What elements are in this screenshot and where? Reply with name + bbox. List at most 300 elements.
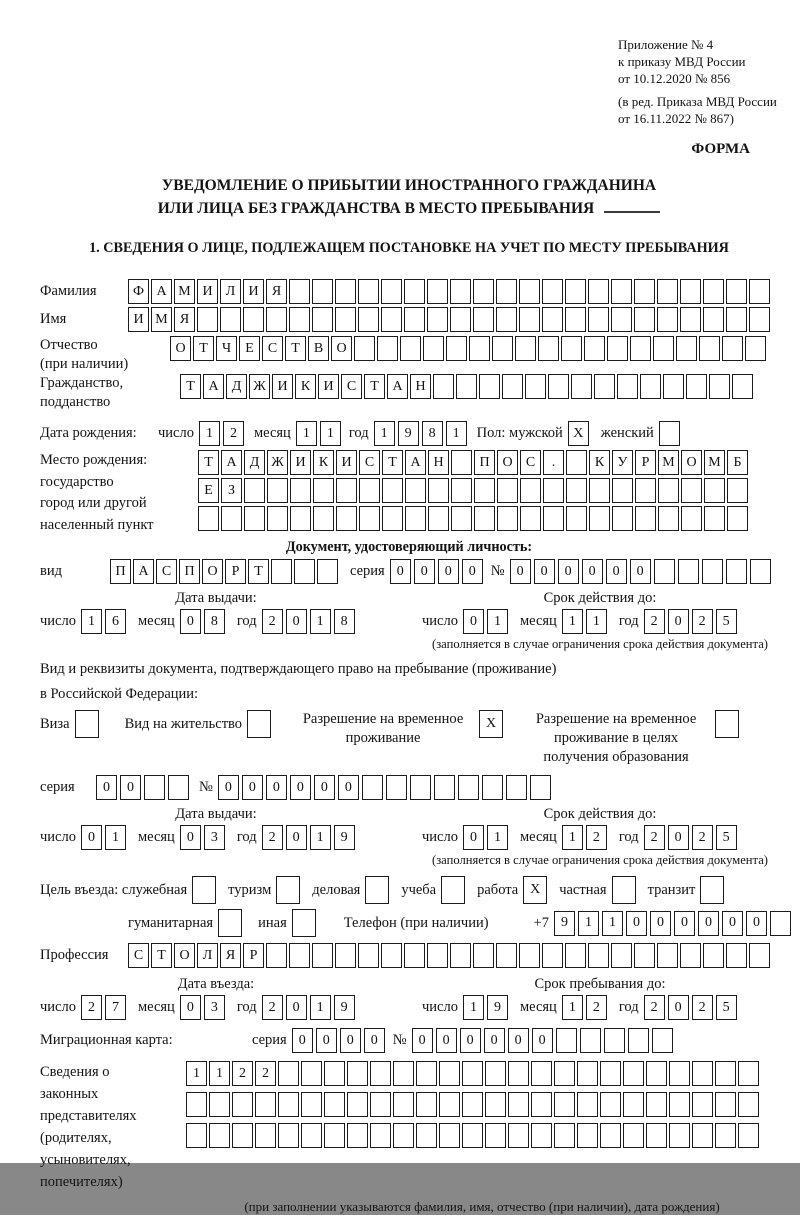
char-box[interactable]: 8 [334, 609, 355, 634]
char-box[interactable]: У [612, 450, 633, 475]
char-box[interactable]: Т [382, 450, 403, 475]
char-box[interactable] [312, 279, 333, 304]
char-box[interactable]: Я [266, 279, 287, 304]
char-box[interactable]: Т [193, 336, 214, 361]
char-box[interactable]: Л [220, 279, 241, 304]
char-box[interactable]: 0 [698, 911, 719, 936]
char-box[interactable] [686, 374, 707, 399]
char-box[interactable] [381, 307, 402, 332]
char-box[interactable] [289, 279, 310, 304]
char-box[interactable]: 0 [96, 775, 117, 800]
char-box[interactable]: 0 [626, 911, 647, 936]
char-box[interactable]: 2 [692, 995, 713, 1020]
char-box[interactable]: 1 [446, 421, 467, 446]
char-box[interactable] [267, 478, 288, 503]
char-box[interactable]: Р [225, 559, 246, 584]
char-box[interactable]: 1 [81, 609, 102, 634]
char-box[interactable] [678, 559, 699, 584]
char-box[interactable] [450, 943, 471, 968]
char-box[interactable] [727, 478, 748, 503]
char-box[interactable]: 0 [668, 825, 689, 850]
char-box[interactable]: Я [174, 307, 195, 332]
char-box[interactable]: 2 [644, 825, 665, 850]
char-box[interactable]: 0 [242, 775, 263, 800]
char-box[interactable] [197, 307, 218, 332]
char-box[interactable] [244, 506, 265, 531]
char-box[interactable] [266, 943, 287, 968]
char-box[interactable]: 5 [716, 825, 737, 850]
char-box[interactable] [623, 1123, 644, 1148]
char-box[interactable]: 1 [296, 421, 317, 446]
char-box[interactable] [405, 506, 426, 531]
char-box[interactable] [628, 1028, 649, 1053]
char-box[interactable] [473, 943, 494, 968]
char-box[interactable]: 0 [314, 775, 335, 800]
char-box[interactable]: 0 [81, 825, 102, 850]
char-box[interactable]: 1 [310, 825, 331, 850]
char-box[interactable] [542, 279, 563, 304]
char-box[interactable] [276, 876, 300, 904]
char-box[interactable]: 1 [562, 609, 583, 634]
char-box[interactable] [520, 478, 541, 503]
char-box[interactable]: 1 [487, 609, 508, 634]
char-box[interactable]: Л [197, 943, 218, 968]
char-box[interactable]: 0 [390, 559, 411, 584]
char-box[interactable] [588, 279, 609, 304]
char-box[interactable]: Т [198, 450, 219, 475]
char-box[interactable] [538, 336, 559, 361]
char-box[interactable]: X [568, 421, 589, 446]
char-box[interactable] [462, 1061, 483, 1086]
char-box[interactable]: 0 [290, 775, 311, 800]
char-box[interactable]: П [110, 559, 131, 584]
char-box[interactable]: Т [285, 336, 306, 361]
char-box[interactable]: А [133, 559, 154, 584]
char-box[interactable] [600, 1092, 621, 1117]
char-box[interactable] [663, 374, 684, 399]
char-box[interactable] [358, 307, 379, 332]
char-box[interactable]: О [681, 450, 702, 475]
char-box[interactable] [508, 1092, 529, 1117]
char-box[interactable] [566, 450, 587, 475]
char-box[interactable]: С [156, 559, 177, 584]
char-box[interactable] [381, 943, 402, 968]
char-box[interactable]: Е [239, 336, 260, 361]
char-box[interactable] [301, 1061, 322, 1086]
char-box[interactable] [681, 506, 702, 531]
char-box[interactable] [611, 943, 632, 968]
char-box[interactable]: 1 [487, 825, 508, 850]
char-box[interactable] [324, 1061, 345, 1086]
char-box[interactable] [692, 1061, 713, 1086]
char-box[interactable] [519, 307, 540, 332]
char-box[interactable] [604, 1028, 625, 1053]
char-box[interactable] [749, 943, 770, 968]
char-box[interactable] [577, 1123, 598, 1148]
char-box[interactable] [473, 279, 494, 304]
char-box[interactable] [336, 506, 357, 531]
char-box[interactable] [519, 943, 540, 968]
char-box[interactable] [404, 943, 425, 968]
char-box[interactable]: 9 [334, 825, 355, 850]
char-box[interactable]: 0 [674, 911, 695, 936]
char-box[interactable] [659, 421, 680, 446]
char-box[interactable] [709, 374, 730, 399]
char-box[interactable] [738, 1061, 759, 1086]
char-box[interactable] [657, 279, 678, 304]
char-box[interactable]: 0 [668, 995, 689, 1020]
char-box[interactable] [669, 1092, 690, 1117]
char-box[interactable] [577, 1092, 598, 1117]
char-box[interactable] [543, 506, 564, 531]
char-box[interactable]: 6 [105, 609, 126, 634]
char-box[interactable] [680, 943, 701, 968]
char-box[interactable] [612, 478, 633, 503]
char-box[interactable]: 9 [487, 995, 508, 1020]
char-box[interactable]: 0 [668, 609, 689, 634]
char-box[interactable]: 8 [204, 609, 225, 634]
char-box[interactable]: Д [226, 374, 247, 399]
char-box[interactable] [571, 374, 592, 399]
char-box[interactable] [612, 506, 633, 531]
char-box[interactable] [232, 1092, 253, 1117]
char-box[interactable]: . [543, 450, 564, 475]
char-box[interactable] [485, 1092, 506, 1117]
char-box[interactable]: Б [727, 450, 748, 475]
char-box[interactable]: 0 [414, 559, 435, 584]
char-box[interactable]: З [221, 478, 242, 503]
char-box[interactable] [496, 307, 517, 332]
char-box[interactable]: В [308, 336, 329, 361]
char-box[interactable] [542, 307, 563, 332]
char-box[interactable] [324, 1123, 345, 1148]
char-box[interactable]: 1 [578, 911, 599, 936]
char-box[interactable] [462, 1123, 483, 1148]
char-box[interactable]: А [221, 450, 242, 475]
char-box[interactable] [462, 1092, 483, 1117]
char-box[interactable] [365, 876, 389, 904]
char-box[interactable] [722, 336, 743, 361]
char-box[interactable] [702, 559, 723, 584]
char-box[interactable] [703, 279, 724, 304]
char-box[interactable] [658, 506, 679, 531]
char-box[interactable] [669, 1061, 690, 1086]
char-box[interactable] [209, 1123, 230, 1148]
char-box[interactable] [658, 478, 679, 503]
char-box[interactable]: 5 [716, 995, 737, 1020]
char-box[interactable] [218, 909, 242, 937]
char-box[interactable] [290, 478, 311, 503]
char-box[interactable] [278, 1123, 299, 1148]
char-box[interactable] [635, 478, 656, 503]
char-box[interactable]: И [318, 374, 339, 399]
char-box[interactable] [727, 506, 748, 531]
char-box[interactable] [416, 1092, 437, 1117]
char-box[interactable]: 0 [558, 559, 579, 584]
char-box[interactable] [676, 336, 697, 361]
char-box[interactable] [508, 1123, 529, 1148]
char-box[interactable]: 0 [364, 1028, 385, 1053]
char-box[interactable] [168, 775, 189, 800]
char-box[interactable] [404, 307, 425, 332]
char-box[interactable] [497, 478, 518, 503]
char-box[interactable] [554, 1123, 575, 1148]
char-box[interactable] [600, 1123, 621, 1148]
char-box[interactable] [358, 279, 379, 304]
char-box[interactable] [428, 478, 449, 503]
char-box[interactable] [382, 506, 403, 531]
char-box[interactable] [289, 943, 310, 968]
char-box[interactable]: К [589, 450, 610, 475]
char-box[interactable] [496, 943, 517, 968]
char-box[interactable] [657, 307, 678, 332]
char-box[interactable]: 0 [286, 995, 307, 1020]
char-box[interactable] [386, 775, 407, 800]
char-box[interactable] [347, 1092, 368, 1117]
char-box[interactable] [646, 1092, 667, 1117]
char-box[interactable] [232, 1123, 253, 1148]
char-box[interactable] [313, 478, 334, 503]
char-box[interactable] [589, 506, 610, 531]
char-box[interactable] [451, 478, 472, 503]
char-box[interactable]: 2 [692, 825, 713, 850]
char-box[interactable]: 0 [286, 825, 307, 850]
char-box[interactable]: Р [243, 943, 264, 968]
char-box[interactable]: 0 [606, 559, 627, 584]
char-box[interactable]: П [179, 559, 200, 584]
char-box[interactable]: М [151, 307, 172, 332]
char-box[interactable]: Т [364, 374, 385, 399]
char-box[interactable] [554, 1092, 575, 1117]
char-box[interactable]: 0 [534, 559, 555, 584]
char-box[interactable] [657, 943, 678, 968]
char-box[interactable] [520, 506, 541, 531]
char-box[interactable] [358, 943, 379, 968]
char-box[interactable] [405, 478, 426, 503]
char-box[interactable]: И [128, 307, 149, 332]
char-box[interactable]: 2 [586, 825, 607, 850]
char-box[interactable]: П [474, 450, 495, 475]
char-box[interactable] [359, 506, 380, 531]
char-box[interactable] [497, 506, 518, 531]
char-box[interactable] [699, 336, 720, 361]
char-box[interactable] [433, 374, 454, 399]
char-box[interactable] [738, 1092, 759, 1117]
char-box[interactable] [313, 506, 334, 531]
char-box[interactable] [750, 559, 771, 584]
char-box[interactable]: 0 [510, 559, 531, 584]
char-box[interactable] [530, 775, 551, 800]
char-box[interactable]: 0 [340, 1028, 361, 1053]
char-box[interactable] [726, 279, 747, 304]
char-box[interactable]: 0 [180, 609, 201, 634]
char-box[interactable] [525, 374, 546, 399]
char-box[interactable]: 3 [204, 995, 225, 1020]
char-box[interactable] [469, 336, 490, 361]
char-box[interactable] [294, 559, 315, 584]
char-box[interactable] [726, 307, 747, 332]
char-box[interactable] [485, 1123, 506, 1148]
char-box[interactable]: 0 [484, 1028, 505, 1053]
char-box[interactable]: 1 [562, 995, 583, 1020]
char-box[interactable] [653, 336, 674, 361]
char-box[interactable] [630, 336, 651, 361]
char-box[interactable] [634, 279, 655, 304]
char-box[interactable] [715, 710, 739, 738]
char-box[interactable] [588, 307, 609, 332]
char-box[interactable] [428, 506, 449, 531]
char-box[interactable]: 5 [716, 609, 737, 634]
char-box[interactable] [474, 506, 495, 531]
char-box[interactable]: 2 [262, 609, 283, 634]
char-box[interactable] [692, 1123, 713, 1148]
char-box[interactable]: 2 [223, 421, 244, 446]
char-box[interactable] [654, 559, 675, 584]
char-box[interactable]: Я [220, 943, 241, 968]
char-box[interactable] [770, 911, 791, 936]
char-box[interactable] [427, 943, 448, 968]
char-box[interactable] [209, 1092, 230, 1117]
char-box[interactable]: Р [635, 450, 656, 475]
char-box[interactable]: 1 [586, 609, 607, 634]
char-box[interactable] [600, 1061, 621, 1086]
char-box[interactable]: 1 [310, 609, 331, 634]
char-box[interactable] [502, 374, 523, 399]
char-box[interactable] [192, 876, 216, 904]
char-box[interactable] [451, 450, 472, 475]
char-box[interactable] [458, 775, 479, 800]
char-box[interactable] [479, 374, 500, 399]
char-box[interactable] [456, 374, 477, 399]
char-box[interactable] [508, 1061, 529, 1086]
char-box[interactable]: 0 [338, 775, 359, 800]
char-box[interactable]: 0 [120, 775, 141, 800]
char-box[interactable] [416, 1061, 437, 1086]
char-box[interactable]: 0 [412, 1028, 433, 1053]
char-box[interactable]: 0 [462, 559, 483, 584]
char-box[interactable] [362, 775, 383, 800]
char-box[interactable] [726, 559, 747, 584]
char-box[interactable] [382, 478, 403, 503]
char-box[interactable]: И [243, 279, 264, 304]
char-box[interactable] [485, 1061, 506, 1086]
char-box[interactable] [634, 943, 655, 968]
char-box[interactable] [301, 1092, 322, 1117]
char-box[interactable] [496, 279, 517, 304]
char-box[interactable]: 0 [463, 609, 484, 634]
char-box[interactable] [646, 1123, 667, 1148]
char-box[interactable]: И [197, 279, 218, 304]
char-box[interactable]: 1 [562, 825, 583, 850]
char-box[interactable] [584, 336, 605, 361]
char-box[interactable]: 0 [650, 911, 671, 936]
char-box[interactable]: А [387, 374, 408, 399]
char-box[interactable] [255, 1092, 276, 1117]
char-box[interactable] [289, 307, 310, 332]
char-box[interactable]: 8 [422, 421, 443, 446]
char-box[interactable]: 1 [602, 911, 623, 936]
char-box[interactable]: 0 [316, 1028, 337, 1053]
char-box[interactable]: Н [410, 374, 431, 399]
char-box[interactable] [400, 336, 421, 361]
char-box[interactable]: 0 [582, 559, 603, 584]
char-box[interactable]: 0 [292, 1028, 313, 1053]
char-box[interactable] [393, 1061, 414, 1086]
char-box[interactable]: А [151, 279, 172, 304]
char-box[interactable] [515, 336, 536, 361]
char-box[interactable] [634, 307, 655, 332]
char-box[interactable] [745, 336, 766, 361]
char-box[interactable] [566, 506, 587, 531]
char-box[interactable] [247, 710, 271, 738]
char-box[interactable] [543, 478, 564, 503]
char-box[interactable] [301, 1123, 322, 1148]
char-box[interactable] [473, 307, 494, 332]
char-box[interactable]: О [497, 450, 518, 475]
char-box[interactable] [669, 1123, 690, 1148]
char-box[interactable] [266, 307, 287, 332]
char-box[interactable] [220, 307, 241, 332]
char-box[interactable]: 2 [255, 1061, 276, 1086]
char-box[interactable] [594, 374, 615, 399]
char-box[interactable]: 0 [722, 911, 743, 936]
char-box[interactable]: 9 [334, 995, 355, 1020]
char-box[interactable]: 1 [310, 995, 331, 1020]
char-box[interactable] [531, 1092, 552, 1117]
char-box[interactable] [646, 1061, 667, 1086]
char-box[interactable] [474, 478, 495, 503]
char-box[interactable] [732, 374, 753, 399]
char-box[interactable] [700, 876, 724, 904]
char-box[interactable]: Ч [216, 336, 237, 361]
char-box[interactable] [680, 279, 701, 304]
char-box[interactable] [542, 943, 563, 968]
char-box[interactable]: 2 [262, 825, 283, 850]
char-box[interactable] [427, 307, 448, 332]
char-box[interactable]: X [523, 876, 547, 904]
char-box[interactable]: Н [428, 450, 449, 475]
char-box[interactable] [370, 1092, 391, 1117]
char-box[interactable] [451, 506, 472, 531]
char-box[interactable] [347, 1061, 368, 1086]
char-box[interactable] [506, 775, 527, 800]
char-box[interactable] [726, 943, 747, 968]
char-box[interactable]: М [704, 450, 725, 475]
char-box[interactable] [612, 876, 636, 904]
char-box[interactable] [607, 336, 628, 361]
char-box[interactable] [410, 775, 431, 800]
char-box[interactable]: 0 [463, 825, 484, 850]
char-box[interactable] [703, 943, 724, 968]
char-box[interactable] [393, 1123, 414, 1148]
char-box[interactable] [441, 876, 465, 904]
char-box[interactable]: 3 [204, 825, 225, 850]
char-box[interactable]: О [170, 336, 191, 361]
char-box[interactable] [531, 1061, 552, 1086]
char-box[interactable]: О [174, 943, 195, 968]
char-box[interactable] [381, 279, 402, 304]
char-box[interactable]: 2 [232, 1061, 253, 1086]
char-box[interactable]: 1 [374, 421, 395, 446]
char-box[interactable]: 0 [218, 775, 239, 800]
char-box[interactable] [335, 279, 356, 304]
char-box[interactable] [704, 506, 725, 531]
char-box[interactable]: 7 [105, 995, 126, 1020]
char-box[interactable] [267, 506, 288, 531]
char-box[interactable] [186, 1092, 207, 1117]
char-box[interactable]: 0 [746, 911, 767, 936]
char-box[interactable]: С [520, 450, 541, 475]
